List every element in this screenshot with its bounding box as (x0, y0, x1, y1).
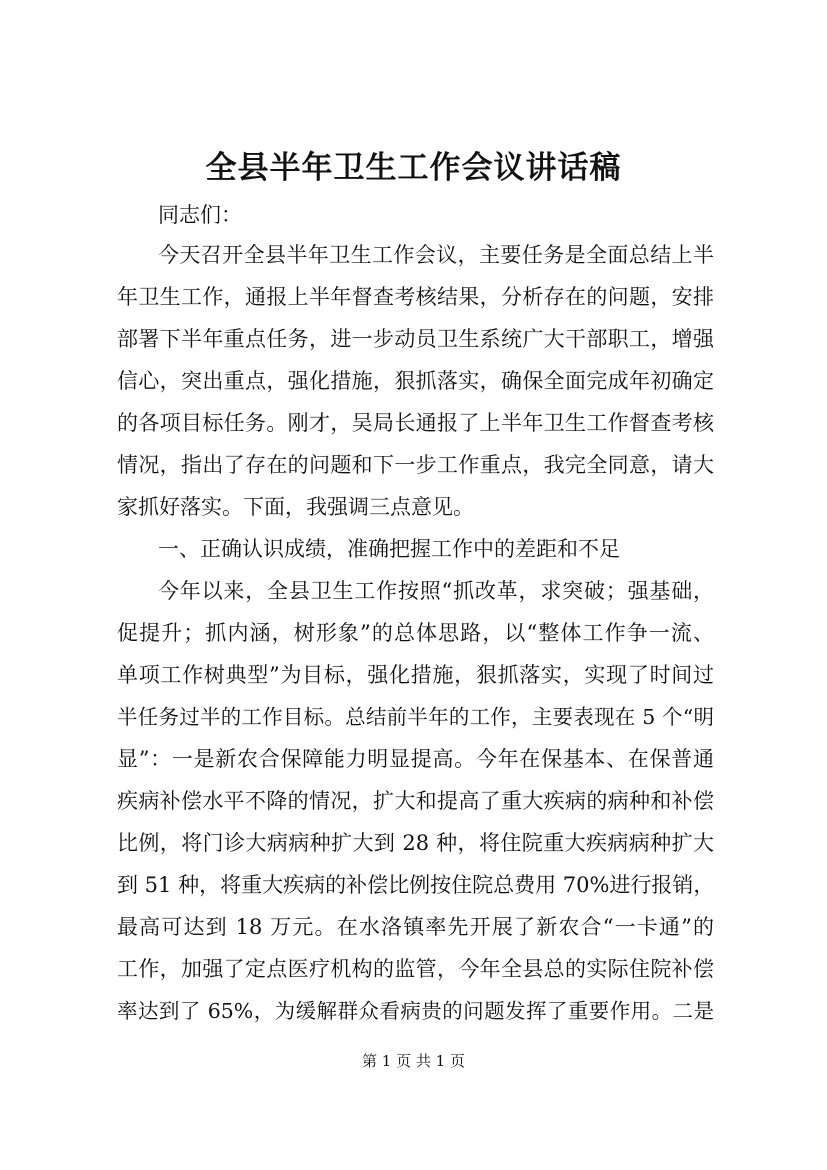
text-line: 比例，将门诊大病病种扩大到 28 种，将住院重大疾病病种扩大 (117, 831, 714, 855)
text-line: 信心，突出重点，强化措施，狠抓落实，确保全面完成年初确定 (117, 369, 714, 393)
text-line: 促提升；抓内涵，树形象”的总体思路，以“整体工作争一流、 (117, 621, 714, 645)
text-line: 率达到了 65%，为缓解群众看病贵的问题发挥了重要作用。二是 (117, 999, 714, 1023)
text-line: 今天召开全县半年卫生工作会议，主要任务是全面总结上半 (158, 243, 714, 267)
text-line: 疾病补偿水平不降的情况，扩大和提高了重大疾病的病种和补偿 (117, 789, 714, 813)
text-line: 情况，指出了存在的问题和下一步工作重点，我完全同意，请大 (117, 453, 714, 477)
text-line: 显”：一是新农合保障能力明显提高。今年在保基本、在保普通 (117, 747, 714, 771)
text-line: 最高可达到 18 万元。在水洛镇率先开展了新农合“一卡通”的 (117, 915, 714, 939)
text-line: 半任务过半的工作目标。总结前半年的工作，主要表现在 5 个“明 (117, 705, 714, 729)
text-line: 工作，加强了定点医疗机构的监管，今年全县总的实际住院补偿 (117, 957, 714, 981)
text-line: 单项工作树典型”为目标，强化措施，狠抓落实，实现了时间过 (117, 663, 714, 687)
document-title: 全县半年卫生工作会议讲话稿 (205, 150, 622, 186)
text-line: 今年以来，全县卫生工作按照“抓改革，求突破；强基础， (158, 579, 714, 603)
text-line: 到 51 种，将重大疾病的补偿比例按住院总费用 70%进行报销， (117, 873, 715, 897)
text-line: 年卫生工作，通报上半年督查考核结果，分析存在的问题，安排 (117, 285, 714, 309)
page-number: 第 1 页 共 1 页 (362, 1052, 465, 1070)
text-line: 部署下半年重点任务，进一步动员卫生系统广大干部职工，增强 (117, 327, 714, 351)
text-line: 的各项目标任务。刚才，吴局长通报了上半年卫生工作督查考核 (117, 411, 714, 435)
salutation: 同志们： (158, 203, 242, 227)
text-line: 家抓好落实。下面，我强调三点意见。 (117, 495, 474, 519)
section-heading: 一、正确认识成绩，准确把握工作中的差距和不足 (158, 537, 620, 561)
